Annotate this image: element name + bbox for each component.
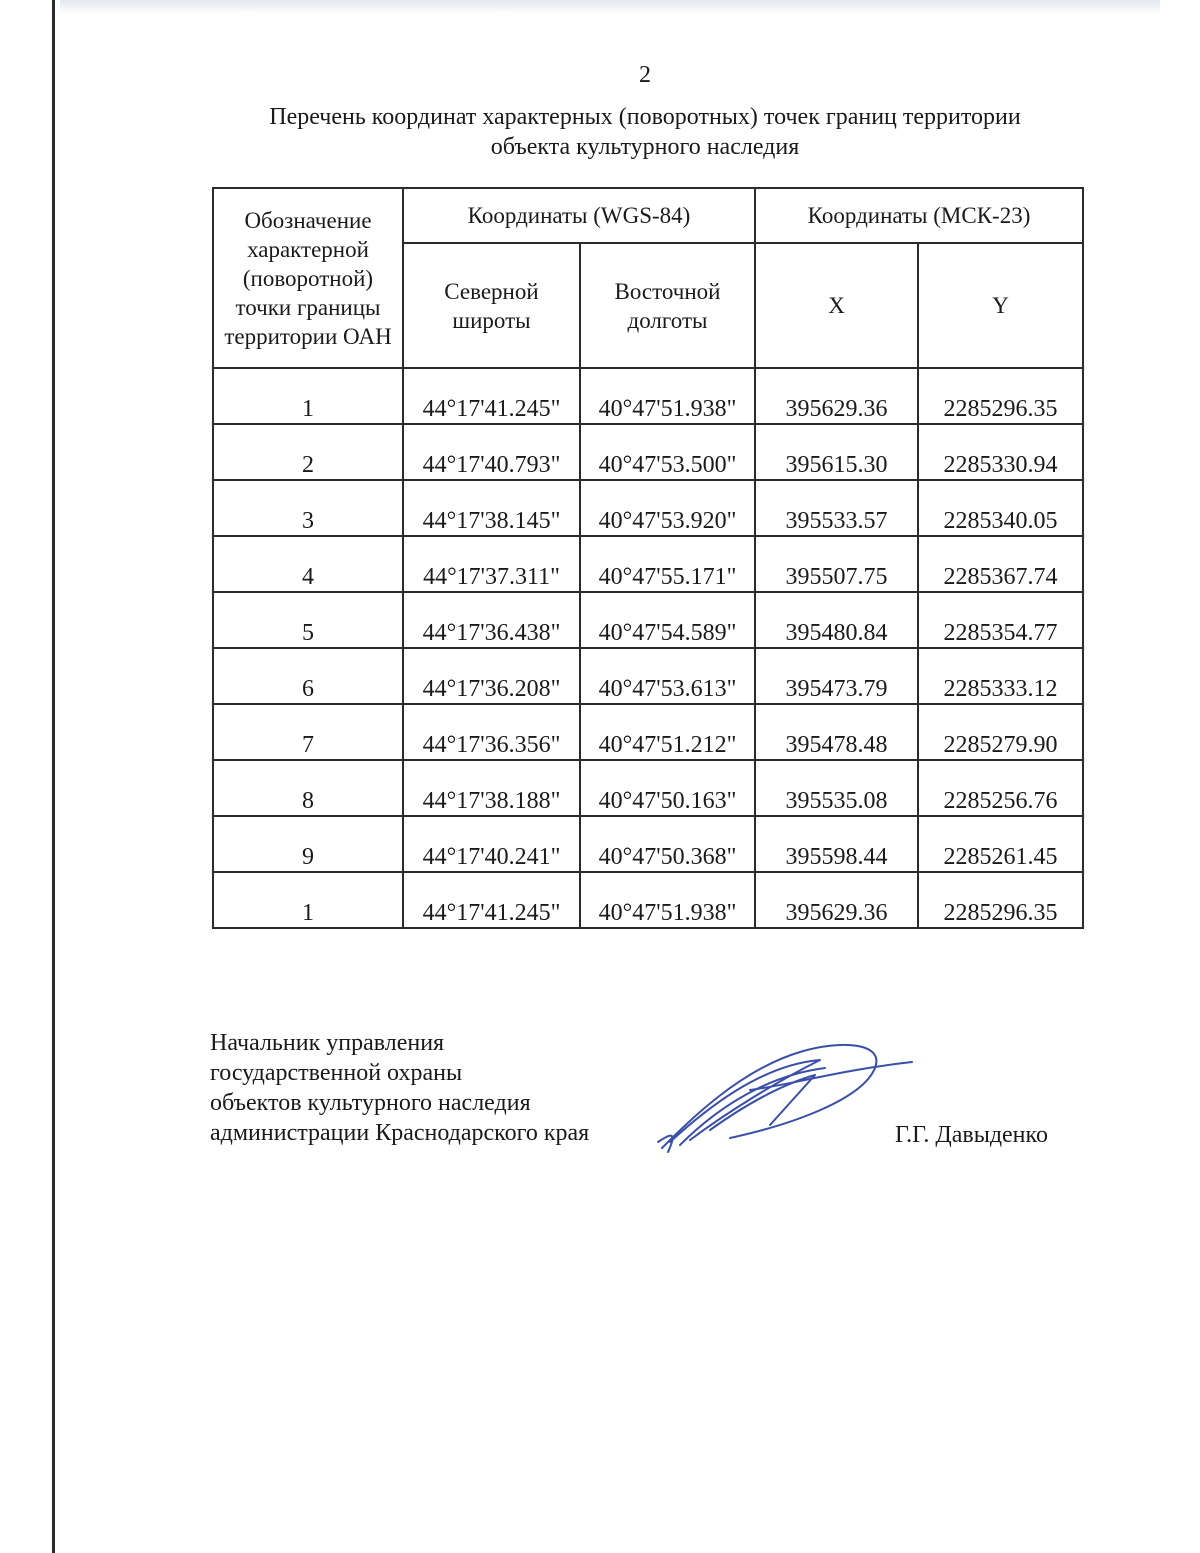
cell-longitude: 40°47'50.368" [580, 816, 755, 872]
cell-x: 395473.79 [755, 648, 918, 704]
cell-y: 2285367.74 [918, 536, 1083, 592]
document-title-line-1: Перечень координат характерных (поворотных) точек границ территории [269, 104, 1021, 130]
cell-longitude: 40°47'54.589" [580, 592, 755, 648]
position-line-4: администрации Краснодарского края [210, 1120, 590, 1146]
cell-point: 7 [213, 704, 403, 760]
cell-y: 2285261.45 [918, 816, 1083, 872]
cell-longitude: 40°47'51.938" [580, 872, 755, 928]
cell-longitude: 40°47'53.920" [580, 480, 755, 536]
cell-latitude: 44°17'37.311" [403, 536, 580, 592]
cell-point: 9 [213, 816, 403, 872]
cell-y: 2285340.05 [918, 480, 1083, 536]
header-y: Y [918, 243, 1083, 368]
position-line-3: объектов культурного наследия [210, 1090, 531, 1116]
cell-latitude: 44°17'41.245" [403, 368, 580, 424]
cell-longitude: 40°47'51.938" [580, 368, 755, 424]
table-row [213, 368, 1083, 424]
cell-x: 395533.57 [755, 480, 918, 536]
cell-y: 2285354.77 [918, 592, 1083, 648]
header-x: X [755, 243, 918, 368]
cell-x: 395507.75 [755, 536, 918, 592]
cell-longitude: 40°47'51.212" [580, 704, 755, 760]
cell-x: 395478.48 [755, 704, 918, 760]
cell-latitude: 44°17'36.208" [403, 648, 580, 704]
cell-point: 3 [213, 480, 403, 536]
cell-point: 4 [213, 536, 403, 592]
cell-y: 2285279.90 [918, 704, 1083, 760]
signatory-name: Г.Г. Давыденко [895, 1122, 1048, 1148]
cell-y: 2285330.94 [918, 424, 1083, 480]
cell-point: 2 [213, 424, 403, 480]
position-line-2: государственной охраны [210, 1060, 463, 1086]
table-row [213, 536, 1083, 592]
handwritten-signature [650, 1030, 920, 1160]
coordinates-table [212, 187, 1084, 929]
cell-point: 1 [213, 872, 403, 928]
cell-longitude: 40°47'55.171" [580, 536, 755, 592]
cell-x: 395535.08 [755, 760, 918, 816]
header-north-latitude: Северной широты [403, 243, 580, 368]
cell-latitude: 44°17'40.241" [403, 816, 580, 872]
table-row [213, 592, 1083, 648]
table-row [213, 480, 1083, 536]
document-title [200, 102, 1090, 162]
cell-latitude: 44°17'38.188" [403, 760, 580, 816]
cell-x: 395629.36 [755, 368, 918, 424]
cell-longitude: 40°47'53.500" [580, 424, 755, 480]
header-point-designation: Обозначение характерной (поворотной) точки границы территории ОАН [213, 188, 403, 368]
cell-latitude: 44°17'36.438" [403, 592, 580, 648]
cell-x: 395629.36 [755, 872, 918, 928]
cell-longitude: 40°47'53.613" [580, 648, 755, 704]
cell-x: 395615.30 [755, 424, 918, 480]
cell-y: 2285296.35 [918, 872, 1083, 928]
cell-x: 395480.84 [755, 592, 918, 648]
table-row [213, 424, 1083, 480]
cell-point: 5 [213, 592, 403, 648]
table-row [213, 816, 1083, 872]
table-row [213, 648, 1083, 704]
table-row [213, 760, 1083, 816]
scan-artifact [60, 0, 1160, 14]
cell-x: 395598.44 [755, 816, 918, 872]
cell-latitude: 44°17'41.245" [403, 872, 580, 928]
cell-latitude: 44°17'40.793" [403, 424, 580, 480]
document-title-line-2: объекта культурного наследия [490, 134, 800, 160]
cell-latitude: 44°17'38.145" [403, 480, 580, 536]
cell-y: 2285333.12 [918, 648, 1083, 704]
cell-point: 1 [213, 368, 403, 424]
signatory-position [210, 1028, 589, 1148]
table-row [213, 872, 1083, 928]
page-edge-line [52, 0, 55, 1553]
page-number: 2 [639, 62, 651, 88]
header-wgs84: Координаты (WGS-84) [403, 188, 755, 243]
table-row [213, 704, 1083, 760]
header-east-longitude: Восточной долготы [580, 243, 755, 368]
cell-latitude: 44°17'36.356" [403, 704, 580, 760]
header-msk23: Координаты (МСК-23) [755, 188, 1083, 243]
cell-y: 2285296.35 [918, 368, 1083, 424]
cell-y: 2285256.76 [918, 760, 1083, 816]
cell-point: 8 [213, 760, 403, 816]
position-line-1: Начальник управления [210, 1030, 445, 1056]
cell-longitude: 40°47'50.163" [580, 760, 755, 816]
cell-point: 6 [213, 648, 403, 704]
